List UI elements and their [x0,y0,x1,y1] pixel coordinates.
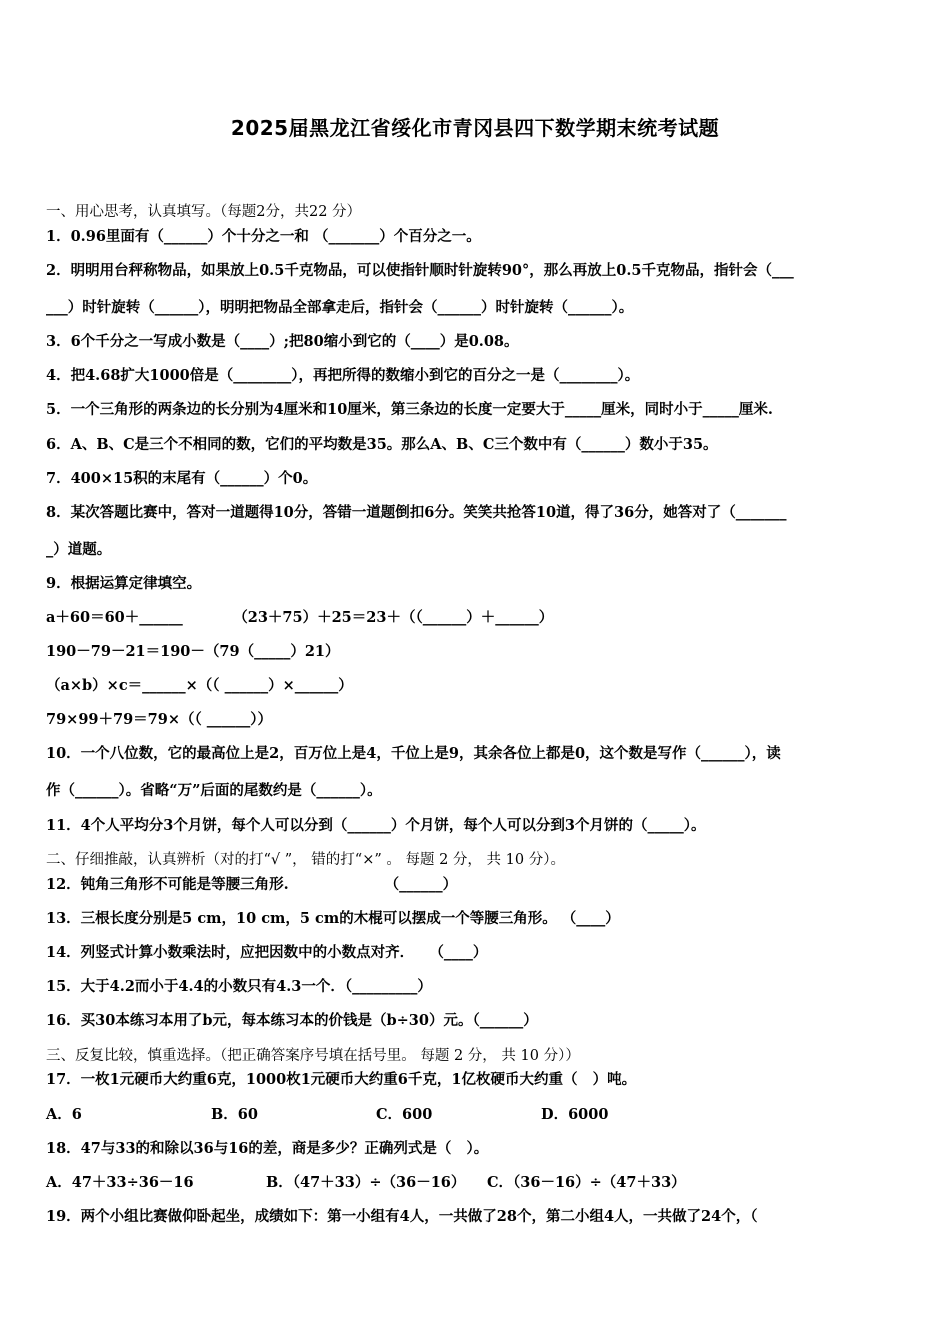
question-14: 14．列竖式计算小数乘法时，应把因数中的小数点对齐． （____） [46,944,488,961]
q18-option-a: A．47＋33÷36－16 [46,1174,194,1191]
question-9-item-2: 190－79－21＝190－（79（_____）21） [46,643,340,660]
q18-option-b: B．（47＋33）÷（36－16） [266,1174,466,1191]
question-8-line-1: 8．某次答题比赛中，答对一道题得10分，答错一道题倒扣6分。笑笑共抢答10道，得了36分，她答对了（_______ [46,504,787,521]
question-10-line-1: 10．一个八位数，它的最高位上是2，百万位上是4，千位上是9，其余各位上都是0，这个数是写作（______），读 [46,745,781,762]
question-11: 11．4个人平均分3个月饼，每个人可以分到（______）个月饼，每个人可以分到3个月饼的（_____）。 [46,817,706,834]
q18-option-c: C．（36－16）÷（47＋33） [487,1174,686,1191]
page-title: 2025届黑龙江省绥化市青冈县四下数学期末统考试题 [230,116,720,140]
question-1: 1．0.96里面有（______）个十分之一和 （_______）个百分之一。 [46,228,481,245]
question-5: 5．一个三角形的两条边的长分别为4厘米和10厘米，第三条边的长度一定要大于_____厘米，同时小于_____厘米. [46,401,773,418]
question-9-item-4: 79×99＋79＝79×（（ ______）） [46,711,273,728]
q17-option-a: A．6 [46,1106,82,1123]
section-2-heading: 二、仔细推敲，认真辨析（对的打“√ ”， 错的打“×” 。 每题 2 分， 共 10 分）。 [46,852,565,868]
question-16: 16．买30本练习本用了b元，每本练习本的价钱是（b÷30）元。（______） [46,1012,538,1029]
question-10-line-2: 作（______）。省略“万”后面的尾数约是（______）。 [46,782,382,799]
question-15: 15．大于4.2而小于4.4的小数只有4.3一个．（_________） [46,978,432,995]
question-9-item-1: a＋60＝60＋______ （23＋75）＋25＝23＋（（______）＋______） [46,609,554,626]
question-9: 9．根据运算定律填空。 [46,575,202,592]
question-19: 19．两个小组比赛做仰卧起坐，成绩如下：第一小组有4人，一共做了28个，第二小组4人，一共做了24个，（ [46,1208,758,1225]
question-2-line-2: ___）时针旋转（______），明明把物品全部拿走后，指针会（______）时针旋转（______）。 [46,299,634,316]
q17-option-d: D．6000 [541,1106,609,1123]
section-1-heading: 一、用心思考，认真填写。（每题2分，共22 分） [46,204,362,220]
question-12: 12．钝角三角形不可能是等腰三角形. （______） [46,876,458,893]
question-4: 4．把4.68扩大1000倍是（________），再把所得的数缩小到它的百分之一是（________）。 [46,367,640,384]
question-2-line-1: 2．明明用台秤称物品，如果放上0.5千克物品，可以使指针顺时针旋转90°，那么再放上0.5千克物品，指针会（___ [46,262,794,279]
question-17: 17．一枚1元硬币大约重6克，1000枚1元硬币大约重6千克，1亿枚硬币大约重（ ）吨。 [46,1071,637,1088]
question-8-line-2: _）道题。 [46,541,112,558]
question-13: 13．三根长度分别是5 cm，10 cm，5 cm的木棍可以摆成一个等腰三角形。 （____） [46,910,620,927]
q17-option-c: C．600 [376,1106,433,1123]
question-9-item-3: （a×b）×c＝______×（（ ______）×______） [46,677,353,694]
question-18: 18．47与33的和除以36与16的差，商是多少？正确列式是（ ）。 [46,1140,489,1157]
section-3-heading: 三、反复比较，慎重选择。（把正确答案序号填在括号里。 每题 2 分， 共 10 分）） [46,1048,580,1064]
question-6: 6．A、B、C是三个不相同的数，它们的平均数是35。那么A、B、C三个数中有（______）数小于35。 [46,436,718,453]
question-3: 3．6个千分之一写成小数是（____）;把80缩小到它的（____）是0.08。 [46,333,519,350]
question-7: 7．400×15积的末尾有（______）个0。 [46,470,318,487]
q17-option-b: B．60 [211,1106,258,1123]
